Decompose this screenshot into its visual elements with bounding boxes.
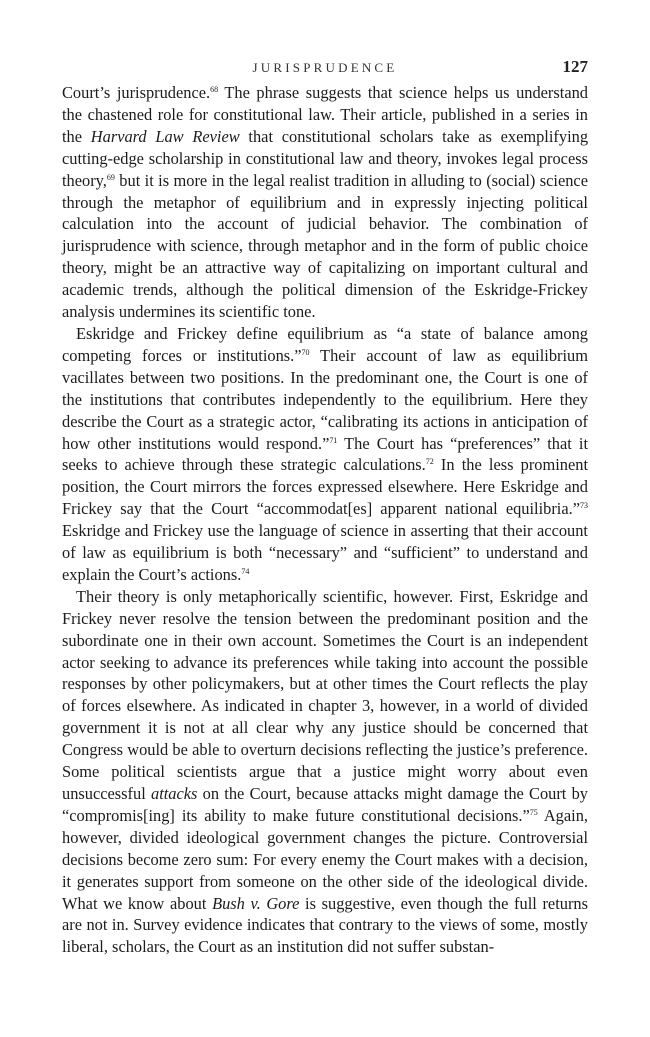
text-run: is suggestive, even though the full returns are not in. Survey evidence indicates that contrary to the views of some, mostly liberal, scholars, the Court as an institution did not suffer substan-: [62, 893, 588, 957]
book-page: [62, 52, 588, 958]
italic-text: attacks: [151, 784, 198, 803]
footnote-marker: 71: [329, 435, 338, 445]
text-run: The Court has “preferences” that it seeks to achieve through these strategic calculations.: [62, 433, 588, 475]
paragraph: [62, 586, 588, 958]
text-run: on the Court, because attacks might damage the Court by “compromis[ing] its ability to make future constitutional decisions.”: [62, 784, 588, 825]
text-run: that constitutional scholars take as exemplifying cutting-edge scholarship in constitutional law and theory, invokes legal process theory,: [62, 126, 589, 190]
text-run: but it is more in the legal realist tradition in alluding to (social) science through the metaphor of equilibrium and in expressly injecting political calculation into the account of judicial behavior. The combination of jurisprudence with science, through metaphor and in the form of public choice theory, might be an attractive way of capitalizing on important cultural and academic trends, although the political dimension of the Eskridge-Frickey analysis undermines its scientific tone.: [62, 170, 588, 322]
italic-text: Bush v. Gore: [212, 893, 300, 913]
running-title: JURISPRUDENCE: [252, 60, 398, 75]
text-run: Eskridge and Frickey use the language of science in asserting that their account of law as equilibrium is both “necessary” and “sufficient” to understand and explain the Court’s actions.: [62, 521, 588, 584]
text-run: Again, however, divided ideological government changes the picture. Controversial decisions become zero sum: For every enemy the Court makes with a decision, it generates support from someone on the other side of the ideological divide. What we know about: [62, 805, 588, 913]
footnote-marker: 68: [210, 85, 219, 94]
text-run: Court’s jurisprudence.: [62, 83, 211, 102]
footnote-marker: 74: [241, 566, 250, 576]
page-number: 127: [562, 57, 588, 76]
footnote-marker: 75: [529, 807, 538, 817]
footnote-marker: 73: [580, 501, 588, 511]
footnote-marker: 69: [106, 172, 115, 182]
paragraph: [62, 323, 588, 586]
text-run: Their account of law as equilibrium vacillates between two positions. In the predominant one, the Court is one of the institutions that contributes independently to the equilibrium. Here they describe the Court as a strategic actor, “calibrating its actions in anticipation of how other institutions would respond.”: [62, 345, 588, 453]
paragraph: [62, 82, 588, 323]
footnote-marker: 70: [301, 347, 310, 357]
body-text: [62, 82, 588, 958]
running-head: [62, 52, 588, 82]
text-run: Their theory is only metaphorically scientific, however. First, Eskridge and Frickey never resolve the tension between the predominant position and the subordinate one in their own account. Sometimes the Court is an independent actor seeking to advance its preferences while taking into account the possible responses by other policymakers, but at other times the Court reflects the play of forces elsewhere. As indicated in chapter 3, however, in a world of divided government it is not at all clear why any justice should be concerned that Congress would be able to overturn decisions reflecting the justice’s preference. Some political scientists argue that a justice might worry about even unsuccessful: [62, 586, 588, 803]
text-run: The phrase suggests that science helps us understand the chastened role for constitutional law. Their article, published in a series in the: [62, 83, 588, 146]
italic-text: Harvard Law Review: [90, 126, 240, 146]
footnote-marker: 72: [425, 457, 434, 467]
text-run: Eskridge and Frickey define equilibrium as “a state of balance among competing forces or institutions.”: [62, 323, 588, 365]
text-run: In the less prominent position, the Court mirrors the forces expressed elsewhere. Here Eskridge and Frickey say that the Court “accommodat[es] apparent national equilibria.”: [62, 455, 588, 519]
